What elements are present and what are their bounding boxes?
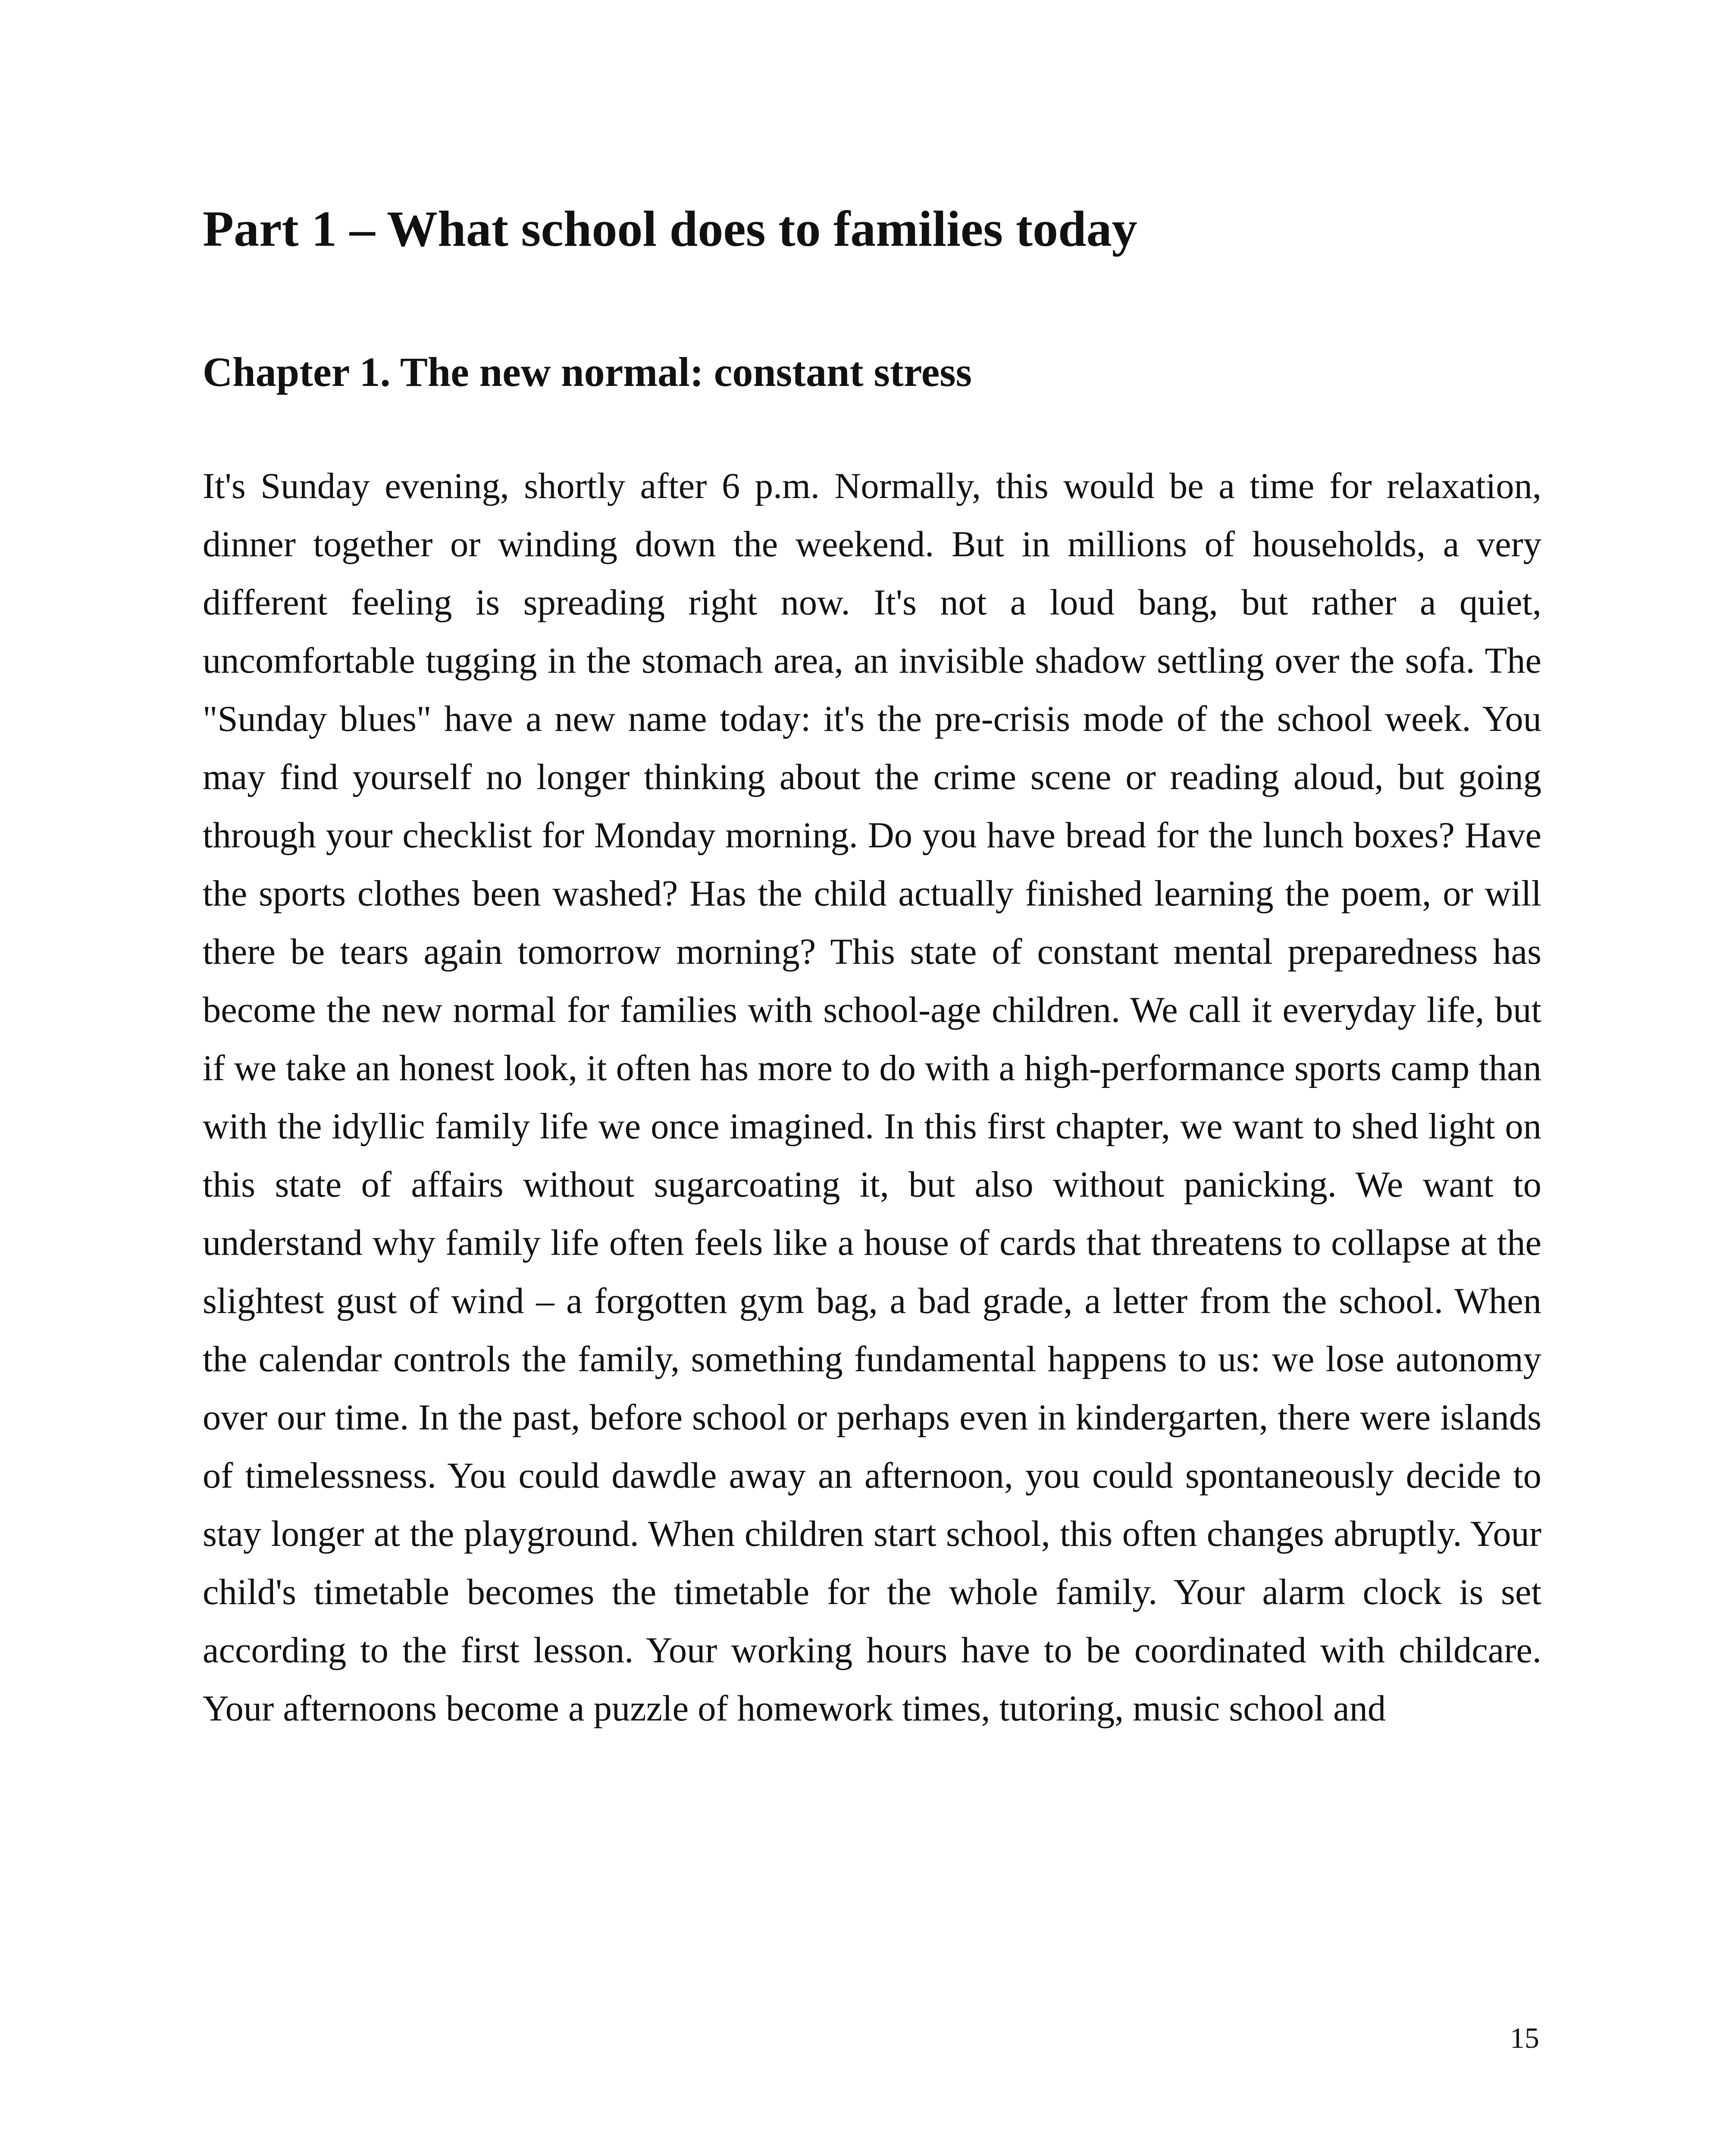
body-paragraph: It's Sunday evening, shortly after 6 p.m. Normally, this would be a time for relaxation, dinner together or winding down the weekend. But in millions of households, a very different feeling is spreading right now. It's not a loud bang, but rather a quiet, uncomfortable tugging in the stomach area, an invisible shadow settling over the sofa. The "Sunday blues" have a new name today: it's the pre-crisis mode of the school week. You may find yourself no longer thinking about the crime scene or reading aloud, but going through your checklist for Monday morning. Do you have bread for the lunch boxes? Have the sports clothes been washed? Has the child actually finished learning the poem, or will there be tears again tomorrow morning? This state of constant mental preparedness has become the new normal for families with school-age children. We call it everyday life, but if we take an honest look, it often has more to do with a high-performance sports camp than with the idyllic family life we once imagined. In this first chapter, we want to shed light on this state of affairs without sugarcoating it, but also without panicking. We want to understand why family life often feels like a house of cards that threatens to collapse at the slightest gust of wind – a forgotten gym bag, a bad grade, a letter from the school. When the calendar controls the family, something fundamental happens to us: we lose autonomy over our time. In the past, before school or perhaps even in kindergarten, there were islands of timelessness. You could dawdle away an afternoon, you could spontaneously decide to stay longer at the playground. When children start school, this often changes abruptly. Your child's timetable becomes the timetable for the whole family. Your alarm clock is set according to the first lesson. Your working hours have to be coordinated with childcare. Your afternoons become a puzzle of homework times, tutoring, music school and <box>203 466 1541 1729</box>
chapter-title: Chapter 1. The new normal: constant stress <box>203 349 972 395</box>
page-number: 15 <box>1510 2021 1539 2054</box>
part-title: Part 1 – What school does to families today <box>203 201 1137 257</box>
